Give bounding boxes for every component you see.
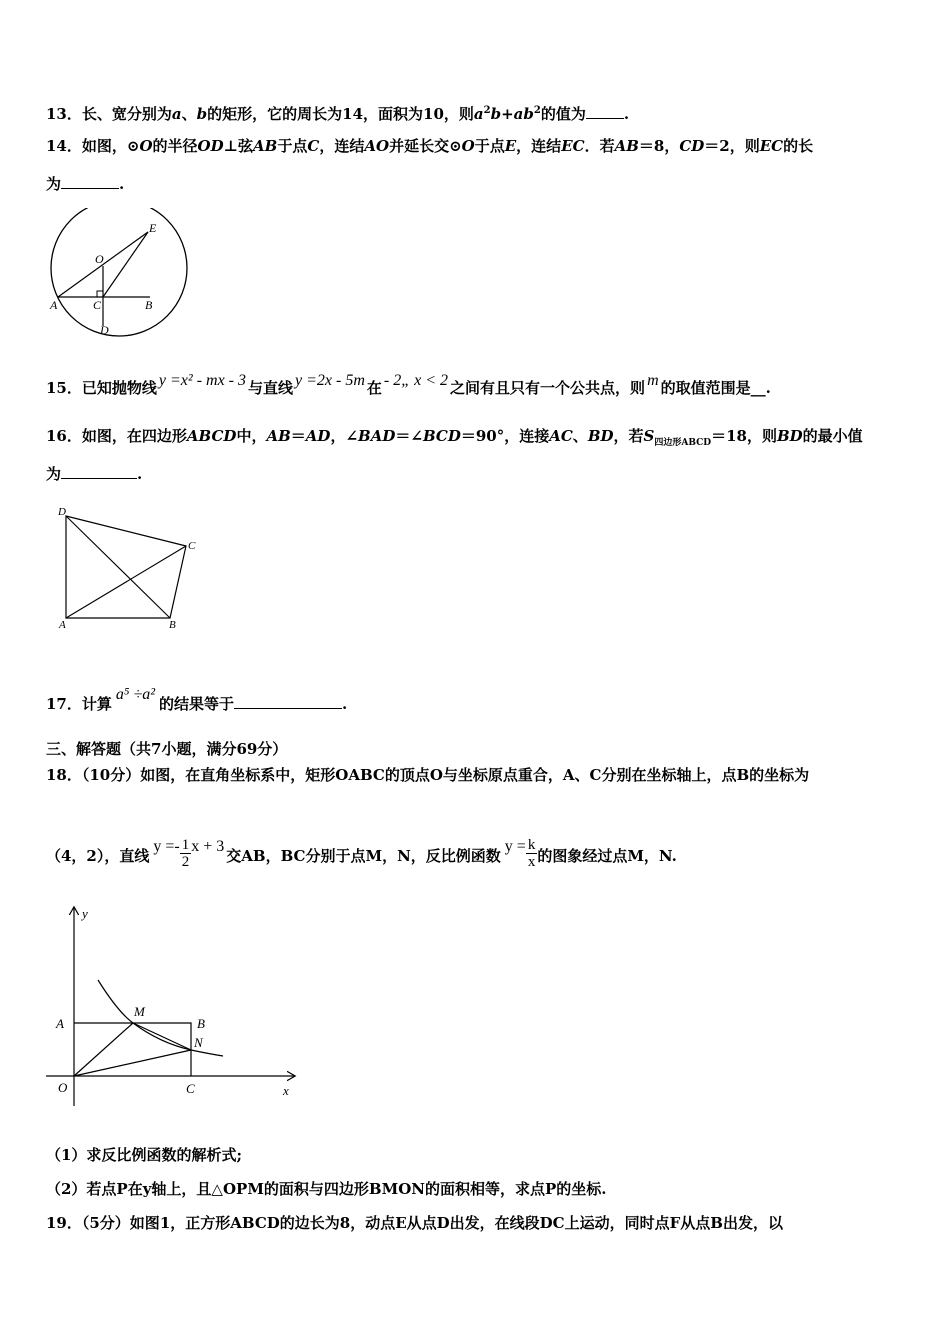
circle-o — [51, 208, 187, 336]
label-a: A — [56, 1016, 64, 1031]
line-mn — [133, 1023, 191, 1050]
answer-blank — [586, 104, 624, 119]
question-18-sub1: （1）求反比例函数的解析式; — [46, 1146, 242, 1164]
answer-blank — [234, 694, 342, 709]
question-18-line2: （4，2），直线y =- $\frac{1}{2}$ x + 3交AB，BC分别于点M，N，反比例函数y = $\frac{k}{x}$ 的图象经过点M，N. — [46, 836, 677, 870]
question-17: 17．计算a⁵ ÷a²的结果等于 . — [46, 686, 348, 713]
label-m: M — [134, 1004, 145, 1019]
label-c: C — [186, 1081, 195, 1096]
label-d: D — [58, 506, 66, 518]
question-13: 13．长、宽分别为a、b的矩形，它的周长为14，面积为10，则$a^2b+ab^2$的值为 . — [46, 105, 630, 123]
label-b: B — [169, 619, 176, 631]
question-18-sub2: （2）若点P在y轴上，且△OPM的面积与四边形BMON的面积相等，求点P的坐标. — [46, 1180, 607, 1198]
rectangle-oabc — [74, 1023, 191, 1076]
label-c: C — [93, 298, 102, 312]
diagonal-ac — [66, 546, 186, 618]
label-d: D — [100, 323, 109, 337]
label-y: y — [82, 906, 88, 921]
label-b: B — [197, 1016, 205, 1031]
question-19: 19．（5分）如图1，正方形ABCD的边长为8，动点E从点D出发，在线段DC上运动，同时点F从点B出发，以 — [46, 1214, 783, 1232]
right-angle-mark — [97, 291, 103, 297]
segment-ec — [103, 232, 148, 297]
label-o: O — [58, 1080, 68, 1095]
label-b: B — [145, 298, 153, 312]
label-n: N — [194, 1035, 203, 1050]
circle-figure — [44, 208, 194, 338]
answer-blank — [61, 174, 119, 189]
diagonal-bd — [66, 516, 170, 618]
quadrilateral-abcd — [66, 516, 186, 618]
segment-on — [74, 1050, 191, 1076]
question-16: 16．如图，在四边形ABCD中，AB＝AD，∠BAD＝∠BCD＝90°，连接AC、BD，若$S_{四边形ABCD}=18$，则BD的最小值 — [46, 427, 863, 448]
question-18: 18．（10分）如图，在直角坐标系中，矩形OABC的顶点O与坐标原点重合，A、C分别在坐标轴上，点B的坐标为 — [46, 766, 810, 784]
question-14-line2: 为 . — [46, 175, 125, 193]
label-o: O — [95, 252, 104, 266]
question-14: 14．如图，⊙O的半径OD⊥弦AB于点C，连结AO并延长交⊙O于点E，连结EC．若AB＝8，CD＝2，则EC的长 — [46, 137, 814, 155]
label-c: C — [188, 540, 196, 552]
coordinate-figure — [40, 900, 305, 1112]
label-a: A — [50, 298, 58, 312]
label-e: E — [149, 221, 157, 235]
label-a: A — [59, 619, 66, 631]
section-3-title: 三、解答题（共7小题，满分69分） — [46, 740, 288, 758]
question-16-line2: 为 . — [46, 465, 143, 483]
answer-blank — [61, 464, 137, 479]
segment-om — [74, 1023, 133, 1076]
label-x: x — [283, 1083, 289, 1098]
question-15: 15．已知抛物线 y =x² - mx - 3 与直线 y =2x - 5m 在 - 2„ x < 2 之间有且只有一个公共点，则 m 的取值范围是__. — [46, 372, 771, 397]
quadrilateral-figure — [54, 504, 204, 632]
